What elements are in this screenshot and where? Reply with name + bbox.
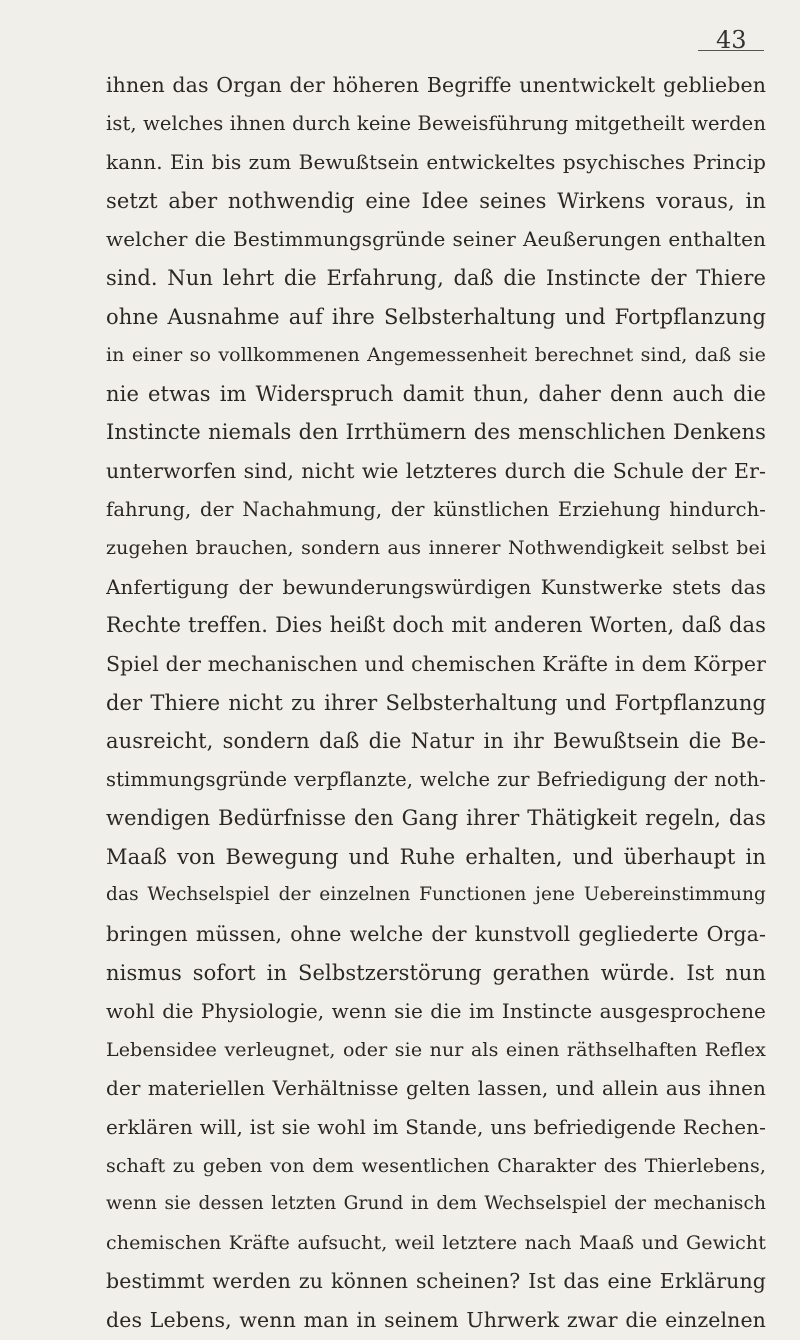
header-rule — [698, 50, 764, 51]
text-line: Lebensidee verleugnet, oder sie nur als einen räthselhaften Reflex — [106, 1038, 766, 1061]
text-line: wenn sie dessen letzten Grund in dem Wechselspiel der mechanisch — [106, 1193, 766, 1215]
text-line: ihnen das Organ der höheren Begriffe unentwickelt geblieben — [106, 73, 766, 97]
text-line: Instincte niemals den Irrthümern des menschlichen Denkens — [106, 420, 766, 445]
text-line: wohl die Physiologie, wenn sie die im Instincte ausgesprochene — [106, 999, 766, 1024]
text-line: Anfertigung der bewunderungswürdigen Kunstwerke stets das — [106, 574, 766, 599]
text-line: der Thiere nicht zu ihrer Selbsterhaltung und Fortpflanzung — [106, 690, 766, 715]
text-line: unterworfen sind, nicht wie letzteres durch die Schule der Er- — [106, 458, 766, 483]
body-text — [106, 66, 766, 1340]
text-line: ohne Ausnahme auf ihre Selbsterhaltung und Fortpflanzung — [106, 304, 766, 329]
text-line: sind. Nun lehrt die Erfahrung, daß die Instincte der Thiere — [106, 265, 766, 290]
text-line: der materiellen Verhältnisse gelten lassen, und allein aus ihnen — [106, 1076, 766, 1101]
text-line: Spiel der mechanischen und chemischen Kräfte in dem Körper — [106, 651, 766, 676]
text-line: nie etwas im Widerspruch damit thun, daher denn auch die — [106, 381, 766, 406]
text-line: ist, welches ihnen durch keine Beweisführung mitgetheilt werden — [106, 111, 766, 135]
text-line: bestimmt werden zu können scheinen? Ist das eine Erklärung — [106, 1269, 766, 1294]
text-line: bringen müssen, ohne welche der kunstvoll gegliederte Orga- — [106, 922, 766, 947]
text-line: Rechte treffen. Dies heißt doch mit anderen Worten, daß das — [106, 613, 766, 638]
text-line: erklären will, ist sie wohl im Stande, uns befriedigende Rechen- — [106, 1115, 766, 1140]
text-line: fahrung, der Nachahmung, der künstlichen Erziehung hindurch- — [106, 497, 766, 521]
text-line: Maaß von Bewegung und Ruhe erhalten, und überhaupt in — [106, 844, 766, 869]
text-line: zugehen brauchen, sondern aus innerer Nothwendigkeit selbst bei — [106, 537, 766, 560]
page-number: 43 — [716, 26, 747, 54]
text-line: wendigen Bedürfnisse den Gang ihrer Thätigkeit regeln, das — [106, 806, 766, 831]
text-line: chemischen Kräfte aufsucht, weil letztere nach Maaß und Gewicht — [106, 1231, 766, 1254]
text-line: ausreicht, sondern daß die Natur in ihr Bewußtsein die Be- — [106, 729, 766, 754]
text-line: das Wechselspiel der einzelnen Functionen jene Uebereinstimmung — [106, 884, 766, 906]
text-line: des Lebens, wenn man in seinem Uhrwerk zwar die einzelnen — [106, 1308, 766, 1332]
text-line: nismus sofort in Selbstzerstörung gerathen würde. Ist nun — [106, 960, 766, 985]
text-line: in einer so vollkommenen Angemessenheit berechnet sind, daß sie — [106, 344, 766, 367]
text-line: schaft zu geben von dem wesentlichen Charakter des Thierlebens, — [106, 1154, 766, 1177]
text-line: setzt aber nothwendig eine Idee seines Wirkens voraus, in — [106, 188, 766, 213]
text-line: stimmungsgründe verpflanzte, welche zur Befriedigung der noth- — [106, 767, 766, 791]
text-line: welcher die Bestimmungsgründe seiner Aeußerungen enthalten — [106, 227, 766, 252]
text-line: kann. Ein bis zum Bewußtsein entwickeltes psychisches Princip — [106, 150, 766, 175]
